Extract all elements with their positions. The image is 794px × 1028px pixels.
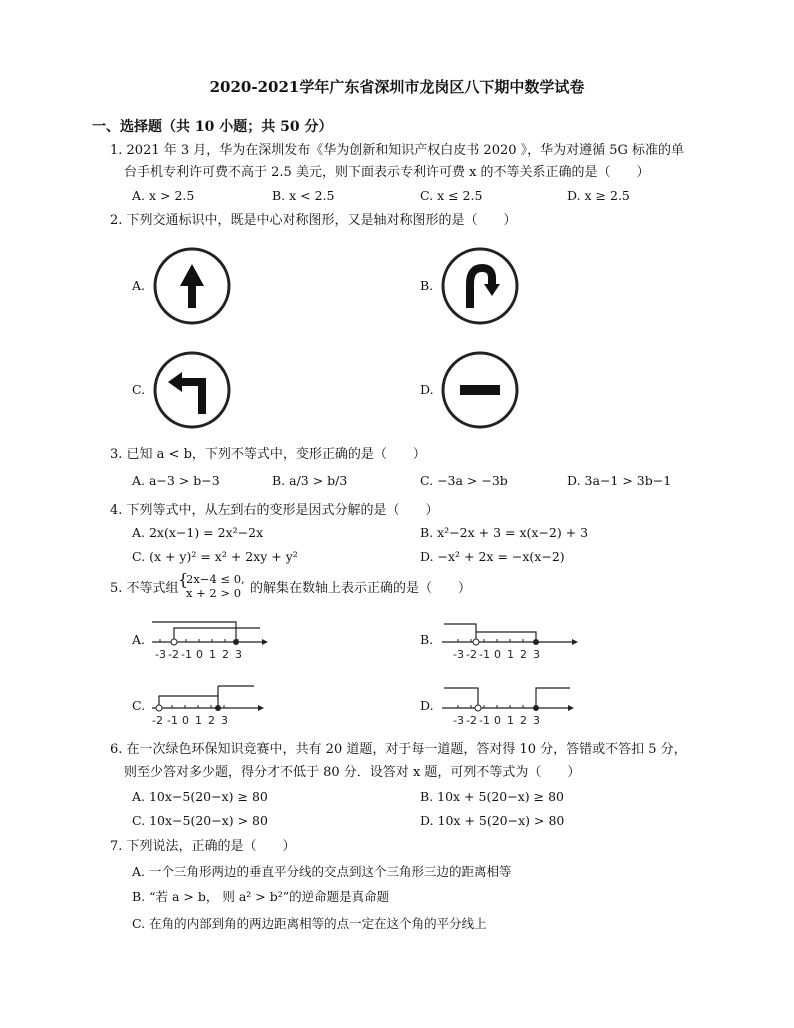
q7-option-b: B. “若 a > b， 则 a² > b²”的逆命题是真命题 <box>132 889 390 904</box>
q2-label-b: B. <box>420 278 434 293</box>
tick-label: 2 <box>520 648 527 661</box>
number-line-c <box>150 678 270 728</box>
question-6-line2: 则至少答对多少题，得分才不低于 80 分．设答对 x 题，可列不等式为（ ） <box>124 765 581 780</box>
q2-label-a: A. <box>132 278 146 293</box>
question-5-prefix: 5. 不等式组 <box>110 581 179 596</box>
q6-option-d: D. 10x + 5(20−x) > 80 <box>420 813 565 828</box>
question-7: 7. 下列说法，正确的是（ ） <box>110 839 296 854</box>
tick-label: 0 <box>196 648 203 661</box>
q5-inequality-1: 2x−4 ≤ 0, <box>186 572 245 586</box>
number-line-a <box>150 612 270 662</box>
no-entry-bar-icon <box>440 350 520 430</box>
tick-label: -3 <box>453 648 464 661</box>
tick-label: -2 <box>466 714 477 727</box>
tick-label: 1 <box>209 648 216 661</box>
q4-option-c: C. (x + y)² = x² + 2xy + y² <box>132 549 298 564</box>
tick-label: 3 <box>533 648 540 661</box>
q6-option-a: A. 10x−5(20−x) ≥ 80 <box>132 789 268 804</box>
q6-option-b: B. 10x + 5(20−x) ≥ 80 <box>420 789 564 804</box>
tick-label: 3 <box>235 648 242 661</box>
page-title: 2020-2021学年广东省深圳市龙岗区八下期中数学试卷 <box>209 78 585 96</box>
q6-option-c: C. 10x−5(20−x) > 80 <box>132 813 268 828</box>
q4-option-d: D. −x² + 2x = −x(x−2) <box>420 549 565 564</box>
tick-label: 2 <box>208 714 215 727</box>
tick-label: -2 <box>152 714 163 727</box>
q1-option-c: C. x ≤ 2.5 <box>420 188 483 203</box>
q4-option-a: A. 2x(x−1) = 2x²−2x <box>132 525 264 540</box>
q5-label-a: A. <box>132 632 146 647</box>
q3-option-d: D. 3a−1 > 3b−1 <box>567 473 672 488</box>
tick-label: -2 <box>168 648 179 661</box>
q1-option-a: A. x > 2.5 <box>132 188 195 203</box>
system-brace: { <box>178 570 189 589</box>
q5-label-b: B. <box>420 632 434 647</box>
tick-label: 1 <box>195 714 202 727</box>
question-3: 3. 已知 a < b，下列不等式中，变形正确的是（ ） <box>110 447 426 462</box>
tick-label: -3 <box>453 714 464 727</box>
question-5-suffix: 的解集在数轴上表示正确的是（ ） <box>250 581 472 596</box>
tick-label: -1 <box>181 648 192 661</box>
turn-left-icon <box>152 350 232 430</box>
tick-label: 0 <box>494 714 501 727</box>
tick-label: 0 <box>494 648 501 661</box>
q1-option-b: B. x < 2.5 <box>272 188 335 203</box>
q2-label-c: C. <box>132 382 146 397</box>
u-turn-icon <box>440 246 520 326</box>
tick-label: 3 <box>221 714 228 727</box>
tick-label: 2 <box>520 714 527 727</box>
q5-label-c: C. <box>132 698 146 713</box>
tick-label: -1 <box>479 648 490 661</box>
tick-label: 0 <box>182 714 189 727</box>
tick-label: -1 <box>479 714 490 727</box>
q7-option-a: A. 一个三角形两边的垂直平分线的交点到这个三角形三边的距离相等 <box>132 864 512 879</box>
number-line-b <box>440 612 580 662</box>
question-1-line1: 1. 2021 年 3 月，华为在深圳发布《华为创新和知识产权白皮书 2020 》，华为对遵循 5G 标准的单 <box>110 143 685 158</box>
q1-option-d: D. x ≥ 2.5 <box>567 188 630 203</box>
tick-label: -3 <box>155 648 166 661</box>
number-line-d <box>440 678 580 728</box>
tick-label: -1 <box>167 714 178 727</box>
q5-inequality-2: x + 2 > 0 <box>186 586 242 600</box>
question-6-line1: 6. 在一次绿色环保知识竞赛中，共有 20 道题，对于每一道题，答对得 10 分，答错或不答扣 5 分， <box>110 742 687 757</box>
tick-label: 1 <box>507 714 514 727</box>
question-1-line2: 台手机专利许可费不高于 2.5 美元，则下面表示专利许可费 x 的不等关系正确的是（ ） <box>124 165 650 180</box>
question-2: 2. 下列交通标识中，既是中心对称图形，又是轴对称图形的是（ ） <box>110 213 517 228</box>
section-heading: 一、选择题（共 10 小题；共 50 分） <box>92 119 333 135</box>
q7-option-c: C. 在角的内部到角的两边距离相等的点一定在这个角的平分线上 <box>132 916 487 931</box>
tick-label: 3 <box>533 714 540 727</box>
q3-option-a: A. a−3 > b−3 <box>132 473 220 488</box>
q3-option-b: B. a/3 > b/3 <box>272 473 348 488</box>
question-4: 4. 下列等式中，从左到右的变形是因式分解的是（ ） <box>110 503 439 518</box>
q5-label-d: D. <box>420 698 434 713</box>
tick-label: 2 <box>222 648 229 661</box>
tick-label: 1 <box>507 648 514 661</box>
arrow-up-icon <box>152 246 232 326</box>
q4-option-b: B. x²−2x + 3 = x(x−2) + 3 <box>420 525 589 540</box>
q3-option-c: C. −3a > −3b <box>420 473 508 488</box>
tick-label: -2 <box>466 648 477 661</box>
q2-label-d: D. <box>420 382 434 397</box>
